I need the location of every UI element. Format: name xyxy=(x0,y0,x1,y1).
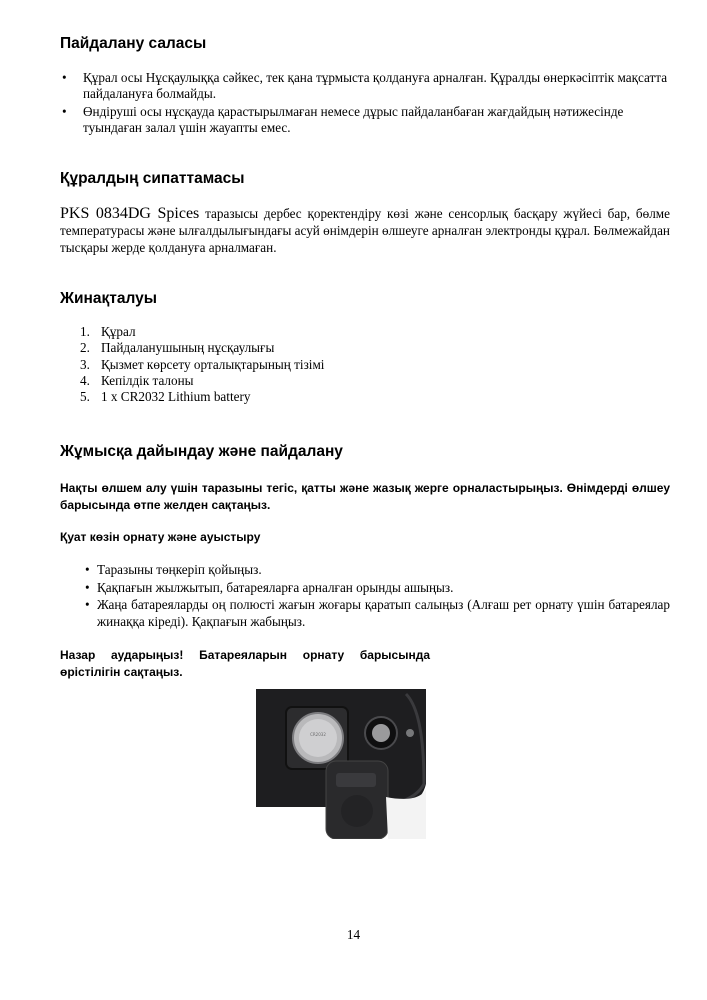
bullet-icon: • xyxy=(62,104,67,119)
section-title-preparation: Жұмысқа дайындау және пайдалану xyxy=(60,443,343,460)
svg-text:CR2032: CR2032 xyxy=(310,732,326,737)
bullet-icon: • xyxy=(85,562,90,577)
power-steps-list xyxy=(85,562,670,631)
warning-note: Назар аударыңыз! Батареяларын орнату барысында өрістілігін сақтаңыз. xyxy=(60,648,430,679)
battery-compartment-photo xyxy=(256,689,426,839)
section-title-package: Жинақталуы xyxy=(60,290,157,307)
section-title-usage: Пайдалану саласы xyxy=(60,35,207,52)
bullet-icon: • xyxy=(62,70,67,85)
list-item: 5. 1 x CR2032 Lithium battery xyxy=(80,389,251,405)
list-item: 3. Қызмет көрсету орталықтарының тізімі xyxy=(80,356,325,372)
section-title-description: Құралдың сипаттамасы xyxy=(60,170,245,187)
list-item: • Өндіруші осы нұсқауда қарастырылмаған немесе дұрыс пайдаланбаған жағдайдың нәтижесінде туындаған залал үшін жауапты емес. xyxy=(62,104,624,135)
page-number: 14 xyxy=(346,927,361,942)
list-item: • Құрал осы Нұсқаулыққа сәйкес, тек қана тұрмыста қолдануға арналған. Құралды өнеркәсіптік мақсатта пайдалануға болмайды. xyxy=(62,70,668,101)
bullet-icon: • xyxy=(85,597,90,612)
list-item: 1. Құрал xyxy=(80,324,136,339)
list-item: • Қақпағын жылжытып, батареяларға арналған орынды ашыңыз. xyxy=(85,579,454,595)
bullet-icon: • xyxy=(85,579,90,595)
description-paragraph: PKS 0834DG Spices таразысы дербес қоректендіру көзі және сенсорлық басқару жүйесі бар, бөлме температурасы және ылғалдылығындағы асуй өнімдерін өлшеуге арналған электронды құрал. Бөлмежайдан тысқары жерде қолдануға арналмаған. xyxy=(60,205,670,255)
list-item: • Таразыны төңкеріп қойыңыз. xyxy=(85,562,262,577)
package-list xyxy=(80,324,324,405)
usage-bullet-list xyxy=(60,70,670,138)
list-item: 2. Пайдаланушының нұсқаулығы xyxy=(80,340,275,356)
power-subheading: Қуат көзін орнату және ауыстыру xyxy=(60,530,261,544)
model-name: PKS 0834DG Spices xyxy=(60,205,200,222)
list-item: • Жаңа батареяларды оң полюсті жағын жоғары қаратып салыңыз (Алғаш рет орнату үшін батареялар жинаққа кіреді). Қақпағын жабыңыз. xyxy=(85,597,670,629)
preparation-intro: Нақты өлшем алу үшін таразыны тегіс, қатты және жазық жерге орналастырыңыз. Өнімдерді өлшеу барысында өтпе желден сақтаңыз. xyxy=(60,481,670,512)
list-item: 4. Кепілдік талоны xyxy=(80,372,194,388)
